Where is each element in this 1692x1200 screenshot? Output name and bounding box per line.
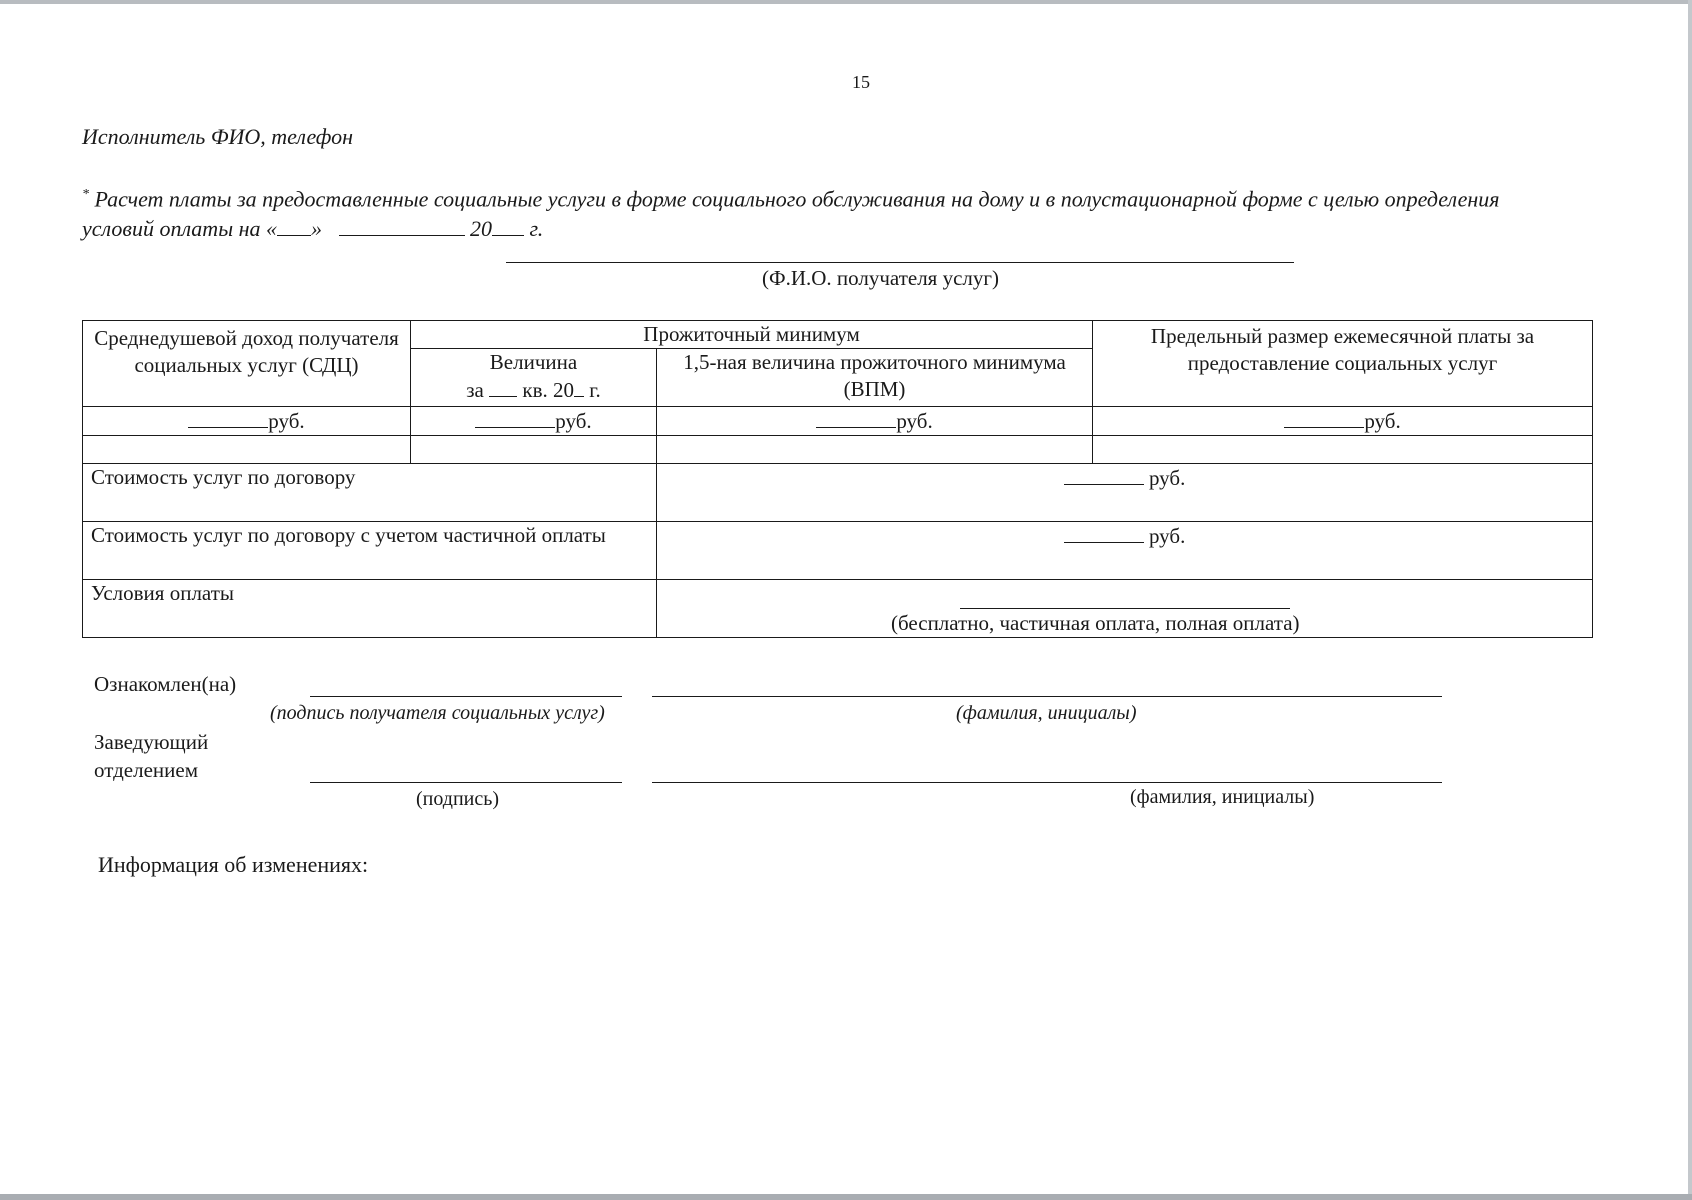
scan-edge-right bbox=[1688, 0, 1692, 1200]
payment-terms-value bbox=[657, 580, 1593, 638]
contract-cost-partial-value: руб. bbox=[657, 522, 1593, 580]
scan-edge-top bbox=[0, 0, 1692, 4]
recipient-name-line bbox=[506, 262, 1294, 263]
col-vpm-header: 1,5-ная величина прожиточного минимума (ВПМ) bbox=[657, 349, 1093, 407]
contract-cost-partial-label: Стоимость услуг по договору с учетом частичной оплаты bbox=[83, 522, 657, 580]
value-amount-cell: руб. bbox=[411, 407, 657, 436]
head-signature-caption: (подпись) bbox=[416, 788, 500, 810]
calculation-note bbox=[82, 180, 1672, 244]
recipient-surname-line bbox=[652, 696, 1442, 697]
empty-cell bbox=[83, 436, 411, 464]
acquainted-label: Ознакомлен(на) bbox=[94, 672, 237, 696]
recipient-caption: (Ф.И.О. получателя услуг) bbox=[762, 266, 999, 290]
col-value-header: Величина за кв. 20 г. bbox=[411, 349, 657, 407]
max-fee-amount-cell: руб. bbox=[1093, 407, 1593, 436]
payment-terms-caption: (бесплатно, частичная оплата, полная оплата) bbox=[891, 611, 1300, 635]
contract-cost-label: Стоимость услуг по договору bbox=[83, 464, 657, 522]
head-surname-line bbox=[652, 782, 1442, 783]
income-amount-cell: руб. bbox=[83, 407, 411, 436]
changes-info-label: Информация об изменениях: bbox=[98, 852, 369, 877]
recipient-signature-caption: (подпись получателя социальных услуг) bbox=[270, 702, 605, 724]
empty-cell bbox=[411, 436, 657, 464]
vpm-amount-cell: руб. bbox=[657, 407, 1093, 436]
scan-edge-bottom bbox=[0, 1194, 1692, 1200]
fee-calculation-table bbox=[82, 320, 1593, 638]
month-blank bbox=[339, 217, 465, 236]
head-signature-line bbox=[310, 782, 622, 783]
col-max-fee-header: Предельный размер ежемесячной платы за предоставление социальных услуг bbox=[1093, 321, 1593, 407]
recipient-signature-line bbox=[310, 696, 622, 697]
head-label-line1: Заведующий bbox=[94, 730, 209, 754]
year-blank bbox=[492, 217, 524, 236]
empty-cell bbox=[657, 436, 1093, 464]
head-surname-caption: (фамилия, инициалы) bbox=[1130, 786, 1315, 808]
empty-cell bbox=[1093, 436, 1593, 464]
col-income-header: Среднедушевой доход получателя социальных услуг (СДЦ) bbox=[83, 321, 411, 407]
day-blank bbox=[277, 217, 311, 236]
page-number: 15 bbox=[852, 72, 870, 92]
payment-terms-label: Условия оплаты bbox=[83, 580, 657, 638]
surname-initials-caption: (фамилия, инициалы) bbox=[956, 702, 1137, 724]
note-year-suffix: г. bbox=[529, 216, 544, 242]
head-label-line2: отделением bbox=[94, 758, 199, 782]
note-text: Расчет платы за предоставленные социальные услуги в форме социального обслуживания на дому и в полустационарной форме с целью определения bbox=[94, 186, 1500, 212]
note-marker: * bbox=[82, 187, 89, 202]
executor-label: Исполнитель ФИО, телефон bbox=[82, 124, 353, 149]
note-year: 20 bbox=[470, 216, 493, 242]
contract-cost-value: руб. bbox=[657, 464, 1593, 522]
note-date-prefix: условий оплаты на « bbox=[82, 216, 278, 242]
note-quote-close: » bbox=[311, 216, 323, 242]
col-subsistence-header: Прожиточный минимум bbox=[411, 321, 1093, 349]
